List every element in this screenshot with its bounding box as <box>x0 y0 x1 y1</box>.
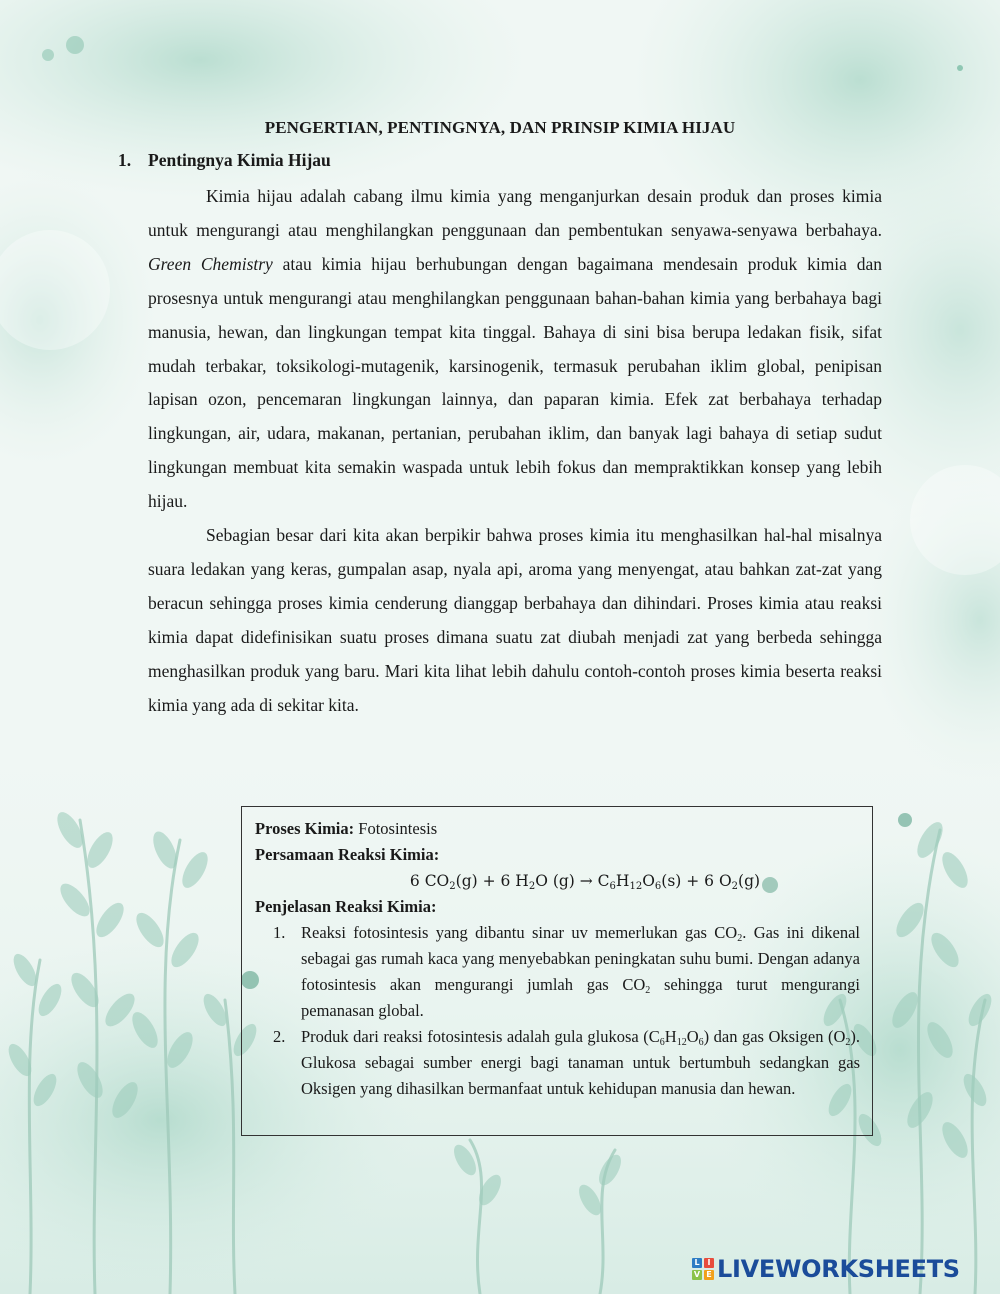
equation-label-row <box>255 842 860 868</box>
section-number: 1. <box>118 150 132 170</box>
logo-mark-icon: L I V E <box>692 1258 714 1280</box>
paragraph-2: Sebagian besar dari kita akan berpikir bahwa proses kimia itu menghasilkan hal-hal misalnya suara ledakan yang keras, gumpalan asap, nyala api, aroma yang menyengat, atau bahkan zat-zat yang beracun sehingga proses kimia cenderung dianggap berbahaya dan dihindari. Proses kimia atau reaksi kimia dapat didefinisikan suatu proses dimana suatu zat diubah menjadi zat yang berbeda sehingga menghasilkan produk yang baru. Mari kita lihat lebih dahulu contoh-contoh proses kimia beserta reaksi kimia yang ada di sekitar kita. <box>148 525 882 715</box>
explanation-label-row <box>255 894 860 920</box>
paragraph-1-part1: Kimia hijau adalah cabang ilmu kimia yang menganjurkan desain produk dan proses kimia untuk mengurangi atau menghilangkan penggunaan dan pembentukan senyawa-senyawa berbahaya. <box>148 186 882 240</box>
section-heading <box>118 150 331 171</box>
logo-text: LIVEWORKSHEETS <box>717 1255 960 1283</box>
equation-label: Persamaan Reaksi Kimia: <box>255 845 440 864</box>
explanation-item-1: 1. Reaksi fotosintesis yang dibantu sinar uv memerlukan gas $CO_2$. Gas ini dikenal sebagai gas rumah kaca yang menyebabkan peningkatan suhu bumi. Dengan adanya fotosintesis akan mengurangi jumlah gas $CO_2$ sehingga turut mengurangi pemanasan global. <box>273 923 860 1020</box>
process-row <box>255 816 860 842</box>
chemical-equation: 6 $CO_2(g) + 6$ $H_2O$ $(g) \to C_6H_{12}O_6(s) + 6$ $O_2(g)$ <box>409 872 761 892</box>
explanation-item-2: 2. Produk dari reaksi fotosintesis adalah gula glukosa $(C_6H_{12}O_6)$ dan gas Oksigen $(O_2)$. Glukosa sebagai sumber energi bagi tanaman untuk bertumbuh sedangkan gas Oksigen yang dihasilkan bermanfaat untuk kehidupan manusia dan hewan. <box>273 1027 860 1098</box>
reaction-box <box>241 806 873 1136</box>
liveworksheets-logo[interactable] <box>692 1252 960 1286</box>
explanation-label: Penjelasan Reaksi Kimia: <box>255 897 437 916</box>
body-text <box>148 180 882 723</box>
section-title: Pentingnya Kimia Hijau <box>148 150 331 170</box>
green-chemistry-term: Green Chemistry <box>148 253 273 274</box>
process-value: Fotosintesis <box>358 819 438 838</box>
explanation-list <box>255 920 860 1102</box>
document-title: PENGERTIAN, PENTINGNYA, DAN PRINSIP KIMIA HIJAU <box>264 118 736 137</box>
paragraph-1-part2: atau kimia hijau berhubungan dengan bagaimana mendesain produk kimia dan prosesnya untuk mengurangi atau menghilangkan penggunaan bahan-bahan kimia yang berbahaya bagi manusia, hewan, dan lingkungan tempat kita tinggal. Bahaya di sini bisa berupa ledakan fisik, sifat mudah terbakar, toksikologi-mutagenik, karsinogenik, termasuk perubahan iklim global, penipisan lapisan ozon, pencemaran lingkungan lainnya, dan paparan kimia. Efek zat berbahaya terhadap lingkungan, air, udara, makanan, pertanian, perubahan iklim, dan banyak lagi bahaya di setiap sudut lingkungan membuat kita semakin waspada untuk lebih fokus dan mempraktikkan konsep yang lebih hijau. <box>148 253 883 512</box>
process-label: Proses Kimia: <box>255 819 355 838</box>
paragraph-1 <box>148 180 882 519</box>
